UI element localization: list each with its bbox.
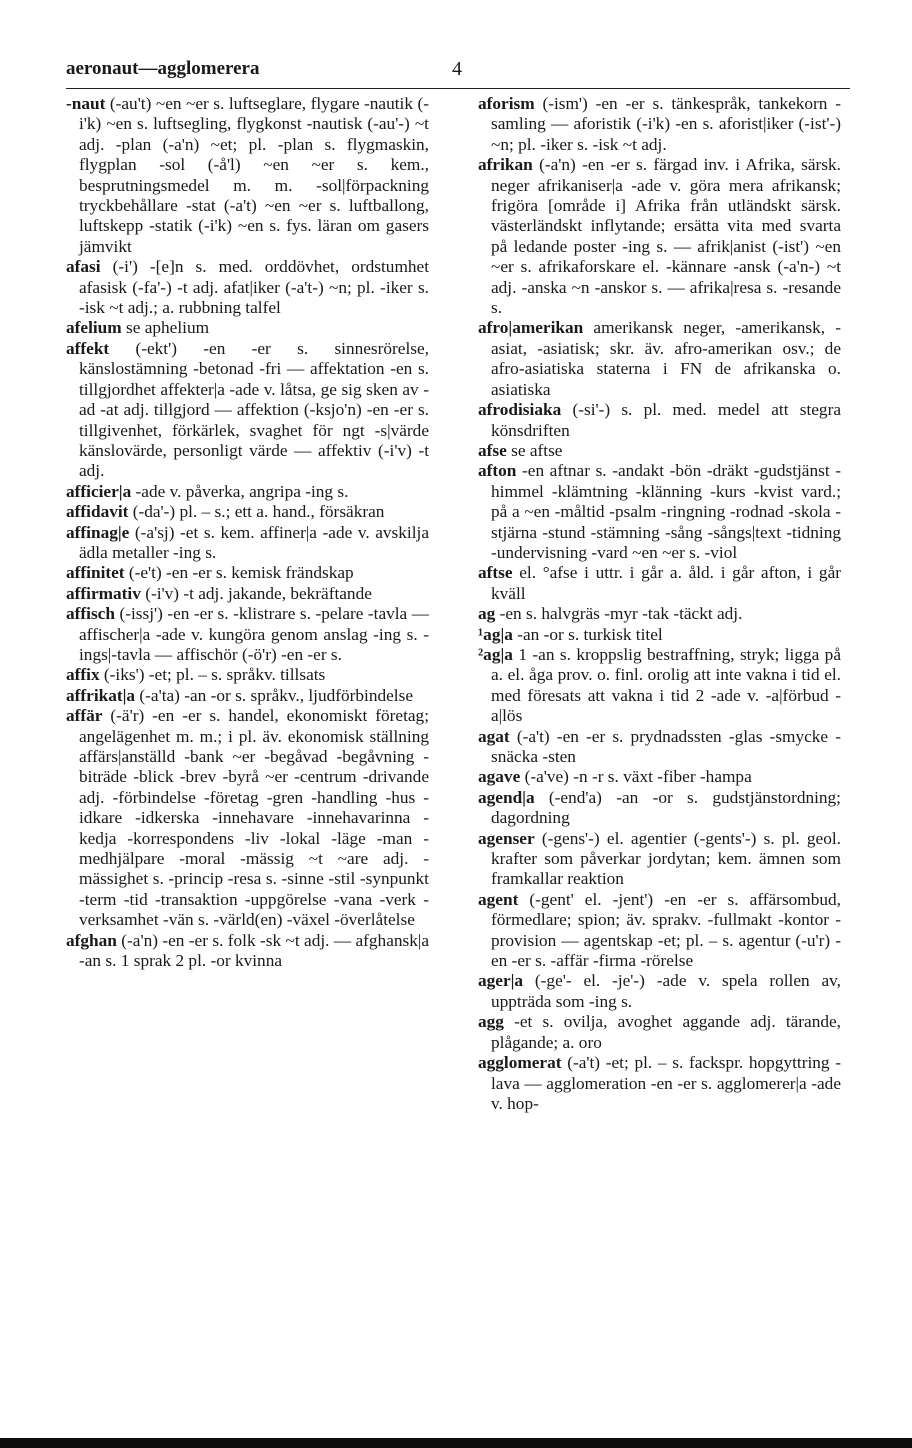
entry-text: -en s. halvgräs -myr -tak -täckt adj. bbox=[499, 604, 743, 624]
entry-headword: afrikan bbox=[478, 155, 533, 175]
entry-headword: affirmativ bbox=[66, 583, 141, 603]
entry-text: (-i') -[e]n s. med. orddövhet, ordstumhet afasisk (-fa'-) -t adj. afat|iker (-a't-) ~n; pl. -iker s. -isk ~t adj.; a. rubbning talfel bbox=[79, 257, 429, 318]
dictionary-entry bbox=[478, 788, 841, 829]
dictionary-entry bbox=[478, 563, 841, 604]
entry-text: -et s. ovilja, avoghet aggande adj. tärande, plågande; a. oro bbox=[491, 1012, 841, 1052]
dictionary-entry bbox=[478, 645, 841, 727]
dictionary-entry bbox=[478, 94, 841, 155]
entry-headword: agg bbox=[478, 1012, 504, 1032]
entry-text: (-ism') -en -er s. tänkespråk, tankekorn -samling — aforistik (-i'k) -en s. aforist|iker (-ist'-) ~n; pl. -iker s. -isk ~t adj. bbox=[491, 94, 841, 154]
entry-text: (-a'n) -en -er s. färgad inv. i Afrika, särsk. neger afrikaniser|a -ade v. göra mera afrikansk; frigöra [område i] Afrika från utländskt särsk. västerländskt inflytande; ersätta vita med svarta på ledande poster -ing s. — afrik|anist (-ist') ~en ~er s. afrikaforskare el. -kännare -ansk (-a'n-) ~t adj. -anska ~n -anskor s. — afrika|resa s. -resande s. bbox=[491, 155, 841, 318]
entry-headword: affinag|e bbox=[66, 522, 130, 542]
entry-text: (-a've) -n -r s. växt -fiber -hampa bbox=[524, 767, 752, 787]
entry-text: -en aftnar s. -andakt -bön -dräkt -gudstjänst -himmel -klämtning -klänning -kurs -kvist vard.; på a ~en -måltid -psalm -ringning -rodnad -skola -stjärna -stund -stämning -sång -sångs|text -tidning -undervisning -vard ~en ~er s. -viol bbox=[491, 461, 841, 562]
dictionary-entry bbox=[478, 1053, 841, 1114]
dictionary-entry bbox=[478, 625, 841, 645]
entry-headword: -naut bbox=[66, 94, 106, 113]
dictionary-entry bbox=[478, 318, 841, 400]
dictionary-entry bbox=[66, 523, 429, 564]
entry-text: 1 -an s. kroppslig bestraffning, stryk; ligga på a. el. åga prov. o. finl. orolig att inte vakna i tid el. med föresats att vakna i tid 2 -ade v. -a|förbud -a|lös bbox=[491, 644, 841, 726]
entry-headword: afghan bbox=[66, 930, 117, 950]
entry-headword: agave bbox=[478, 767, 521, 787]
entry-headword: aftse bbox=[478, 563, 513, 583]
dictionary-entry bbox=[66, 563, 429, 583]
entry-text: (-a'sj) -et s. kem. affiner|a -ade v. avskilja ädla metaller -ing s. bbox=[79, 522, 429, 562]
entry-text: (-a'ta) -an -or s. språkv., ljudförbindelse bbox=[139, 685, 414, 705]
dictionary-entry bbox=[66, 686, 429, 706]
dictionary-entry bbox=[66, 257, 429, 318]
dictionary-entry bbox=[66, 604, 429, 665]
dictionary-entry bbox=[478, 400, 841, 441]
entry-headword: afton bbox=[478, 461, 517, 481]
entry-text: -an -or s. turkisk titel bbox=[517, 624, 663, 644]
entry-headword: affix bbox=[66, 665, 100, 685]
entry-headword: affinitet bbox=[66, 563, 125, 583]
entry-headword: affrikat|a bbox=[66, 685, 136, 705]
dictionary-entry bbox=[66, 584, 429, 604]
entry-text: (-a't) -en -er s. prydnadssten -glas -smycke -snäcka -sten bbox=[491, 726, 841, 766]
dictionary-entry bbox=[478, 604, 841, 624]
entry-headword: ²ag|a bbox=[478, 644, 513, 664]
entry-text: (-a'n) -en -er s. folk -sk ~t adj. — afghansk|a -an s. 1 sprak 2 pl. -or kvinna bbox=[79, 930, 429, 971]
entry-text: (-e't) -en -er s. kemisk frändskap bbox=[128, 563, 354, 583]
dictionary-entry bbox=[478, 1012, 841, 1053]
dictionary-entry bbox=[478, 890, 841, 972]
dictionary-entry bbox=[478, 441, 841, 461]
entry-text: (-si'-) s. pl. med. medel att stegra könsdriften bbox=[491, 400, 841, 440]
entry-text: (-ge'- el. -je'-) -ade v. spela rollen av, uppträda som -ing s. bbox=[491, 971, 841, 1011]
entry-text: (-a't) -et; pl. – s. fackspr. hopgyttring -lava — agglomeration -en -er s. agglomerer|a -ade v. hop- bbox=[491, 1053, 841, 1113]
entry-headword: afrodisiaka bbox=[478, 400, 562, 420]
entry-headword: affisch bbox=[66, 604, 115, 624]
entry-headword: afro|amerikan bbox=[478, 318, 584, 338]
entry-headword: afficier|a bbox=[66, 481, 132, 501]
entry-text: se aphelium bbox=[126, 318, 210, 338]
entry-headword: agend|a bbox=[478, 787, 535, 807]
entry-text: -ade v. påverka, angripa -ing s. bbox=[135, 481, 349, 501]
left-column bbox=[66, 94, 429, 1394]
entry-text: (-gens'-) el. agentier (-gents'-) s. pl. geol. krafter som påverkar jordytan; kem. ämnen som framkallar reaktion bbox=[491, 828, 841, 889]
entry-text: (-da'-) pl. – s.; ett a. hand., försäkran bbox=[132, 502, 385, 522]
page-header bbox=[66, 56, 850, 86]
dictionary-entry bbox=[478, 767, 841, 787]
entry-headword: ager|a bbox=[478, 971, 524, 991]
dictionary-entry bbox=[66, 502, 429, 522]
entry-text: se aftse bbox=[511, 440, 563, 460]
entry-headword: affidavit bbox=[66, 502, 129, 522]
entry-headword: ¹ag|a bbox=[478, 624, 513, 644]
dictionary-entry bbox=[66, 665, 429, 685]
entry-text: amerikansk neger, -amerikansk, -asiat, -asiatisk; skr. äv. afro-amerikan osv.; de afro-asiatiska staterna i FN de afrikanska o. asiatiska bbox=[491, 318, 841, 399]
entry-headword: afasi bbox=[66, 257, 101, 277]
entry-headword: agenser bbox=[478, 828, 535, 848]
entry-headword: agat bbox=[478, 726, 510, 746]
entry-text: (-issj') -en -er s. -klistrare s. -pelare -tavla — affischer|a -ade v. kungöra genom anslag -ing s. -ings|-tavla — affischör (-ö'r) -en -er s. bbox=[79, 604, 429, 664]
entry-text: (-i'v) -t adj. jakande, bekräftande bbox=[145, 583, 372, 603]
dictionary-entry bbox=[66, 339, 429, 482]
entry-headword: agglomerat bbox=[478, 1053, 562, 1073]
entry-headword: ag bbox=[478, 604, 496, 624]
entry-text: (-ekt') -en -er s. sinnesrörelse, känslostämning -betonad -fri — affektation -en s. tillgjordhet affekter|a -ade v. låtsa, ge sig sken av -ad -at adj. tillgjord — affektion (-ksjo'n) -en -er s. tillgivenhet, förkärlek, svaghet för ngt -s|värde känslovärde, personligt värde — affektiv (-i'v) -t adj. bbox=[79, 338, 429, 481]
entry-text: el. °afse i uttr. i går a. åld. i går afton, i går kväll bbox=[491, 563, 841, 603]
dictionary-entry bbox=[66, 931, 429, 972]
dictionary-entry bbox=[478, 727, 841, 768]
dictionary-entry bbox=[66, 318, 429, 338]
dictionary-entry bbox=[478, 461, 841, 563]
scan-edge bbox=[0, 1438, 912, 1448]
entry-headword: aforism bbox=[478, 94, 535, 113]
entry-text: (-end'a) -an -or s. gudstjänstordning; dagordning bbox=[491, 787, 841, 828]
entry-text: (-ä'r) -en -er s. handel, ekonomiskt företag; angelägenhet m. m.; i pl. äv. ekonomisk ställning affärs|anställd -bank ~er -begåvad -begåvning -biträde -blick -brev -byrå ~er -centrum -drivande adj. -förbindelse -företag -gren -handling -hus -idkare -idkerska -innehavare -innehavarinna -kedja -korrespondens -liv -lokal -läge -man -medhjälpare -moral -mässig ~t ~are adj. -mässighet s. -princip -resa s. -sinne -stil -synpunkt -term -tid -transaktion -uppgörelse -vana -verk -verksamhet -vän s. -värld(en) -växel -överlåtelse bbox=[79, 706, 429, 930]
entry-text: (-iks') -et; pl. – s. språkv. tillsats bbox=[103, 665, 326, 685]
entry-headword: affär bbox=[66, 706, 103, 726]
dictionary-entry bbox=[478, 155, 841, 318]
dictionary-entry bbox=[478, 971, 841, 1012]
entry-headword: afelium bbox=[66, 318, 122, 338]
page-number: 4 bbox=[452, 58, 462, 80]
dictionary-entry bbox=[66, 94, 429, 257]
entry-headword: agent bbox=[478, 889, 519, 909]
entry-text: (-gent' el. -jent') -en -er s. affärsombud, förmedlare; spion; äv. sprakv. -fullmakt -kontor -provision — agentskap -et; pl. – s. agentur (-u'r) -en -er s. -affär -firma -rörelse bbox=[491, 889, 841, 971]
dictionary-entry bbox=[66, 482, 429, 502]
dictionary-entry bbox=[66, 706, 429, 930]
right-column bbox=[478, 94, 841, 1394]
entry-headword: afse bbox=[478, 440, 507, 460]
header-rule bbox=[66, 88, 850, 89]
entry-text: (-au't) ~en ~er s. luftseglare, flygare -nautik (-i'k) ~en s. luftsegling, flygkonst -nautisk (-au'-) ~t adj. -plan (-a'n) ~et; pl. -plan s. flygmaskin, flygplan -sol (-å'l) ~en ~er s. kem., besprutningsmedel m. m. -sol|förpackning tryckbehållare -stat (-a't) ~en ~er s. luftballong, luftskepp -statik (-i'k) ~en s. fys. läran om gasers jämvikt bbox=[79, 94, 429, 256]
dictionary-entry bbox=[478, 829, 841, 890]
running-head: aeronaut—agglomerera bbox=[66, 58, 260, 79]
entry-headword: affekt bbox=[66, 338, 110, 358]
